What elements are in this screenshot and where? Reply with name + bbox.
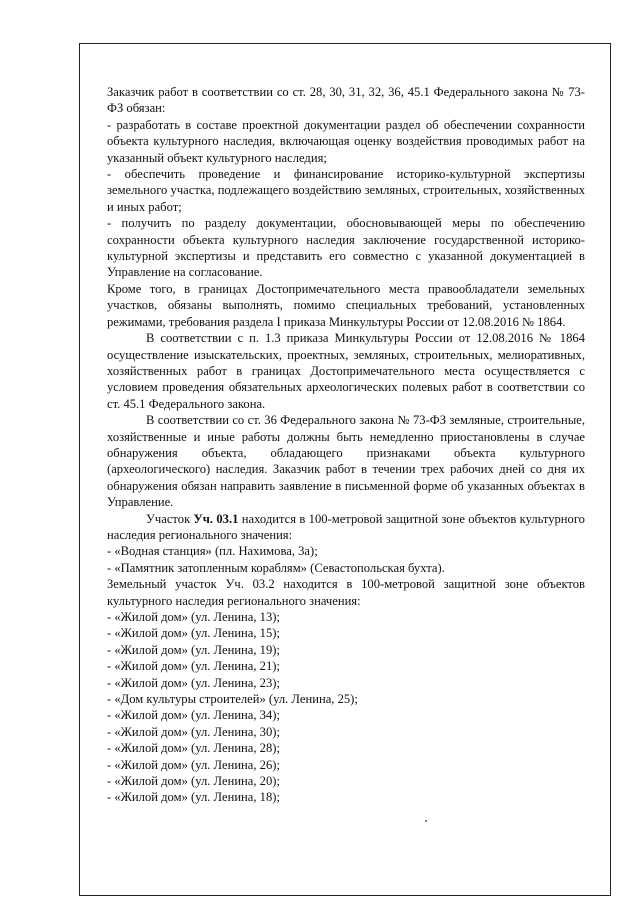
heritage-list-plot-03-2: [107, 609, 585, 806]
list-item: - «Жилой дом» (ул. Ленина, 19);: [107, 642, 280, 657]
list-item: - «Жилой дом» (ул. Ленина, 28);: [107, 741, 280, 756]
paragraph-intro: Заказчик работ в соответствии со ст. 28, 30, 31, 32, 36, 45.1 Федерального закона № 73-ФЗ обязан:: [107, 85, 585, 116]
plot-03-1-text-end: находится в 100-метровой защитной зоне объектов культурного наследия регионального значения:: [107, 511, 585, 542]
list-item: - «Жилой дом» (ул. Ленина, 18);: [107, 790, 280, 805]
plot-03-1-code: Уч. 03.1: [193, 511, 239, 526]
paragraph-landmark-owners: Кроме того, в границах Достопримечательного места правообладатели земельных участков, обязаны выполнять, помимо специальных требований, установленных режимами, требования раздела I приказа Минкультуры России от 12.08.2016 № 1864.: [107, 281, 585, 329]
list-item: - «Жилой дом» (ул. Ленина, 26);: [107, 757, 280, 772]
list-item: - «Жилой дом» (ул. Ленина, 13);: [107, 610, 280, 624]
list-item: - «Жилой дом» (ул. Ленина, 23);: [107, 675, 280, 690]
paragraph-requirement-3: - получить по разделу документации, обосновывающей меры по обеспечению сохранности объекта культурного наследия заключение государственной историко-культурной экспертизы и представить его совместно с указанной документацией в Управление на согласование.: [107, 216, 585, 280]
list-item: - «Дом культуры строителей» (ул. Ленина, 25);: [107, 692, 358, 707]
list-item: - «Водная станция» (пл. Нахимова, 3а);: [107, 544, 318, 559]
document-body: [107, 84, 585, 806]
list-item: - «Жилой дом» (ул. Ленина, 30);: [107, 724, 280, 739]
paragraph-order-1864: В соответствии с п. 1.3 приказа Минкультуры России от 12.08.2016 № 1864 осуществление изыскательских, проектных, земляных, строительных, мелиоративных, хозяйственных работ в границах Достопримечательного места осуществляется с условием проведения обязательных археологических полевых работ в соответствии со ст. 45.1 Федерального закона.: [107, 331, 585, 411]
plot-03-1-text-start: Участок: [146, 511, 194, 526]
list-item: - «Жилой дом» (ул. Ленина, 15);: [107, 626, 280, 641]
paragraph-requirement-1: - разработать в составе проектной документации раздел об обеспечении сохранности объекта культурного наследия, включающая оценку воздействия проводимых работ на указанный объект культурного наследия;: [107, 117, 585, 165]
paragraph-requirement-2: - обеспечить проведение и финансирование историко-культурной экспертизы земельного участка, подлежащего воздействию земляных, строительных, хозяйственных и иных работ;: [107, 167, 585, 214]
list-item: - «Жилой дом» (ул. Ленина, 20);: [107, 774, 280, 789]
paragraph-plot-03-1: [107, 511, 585, 544]
list-item: - «Жилой дом» (ул. Ленина, 21);: [107, 659, 280, 674]
list-item: - «Жилой дом» (ул. Ленина, 34);: [107, 708, 280, 723]
list-item: - «Памятник затопленным кораблям» (Севастопольская бухта).: [107, 560, 445, 575]
paragraph-plot-03-2: Земельный участок Уч. 03.2 находится в 100-метровой защитной зоне объектов культурного наследия регионального значения:: [107, 577, 585, 608]
heritage-list-plot-03-1: [107, 543, 585, 576]
paragraph-article-36: В соответствии со ст. 36 Федерального закона № 73-ФЗ земляные, строительные, хозяйственные и иные работы должны быть немедленно приостановлены в случае обнаружения объекта, обладающего признаками объекта культурного (археологического) наследия. Заказчик работ в течении трех рабочих дней со дня их обнаружения обязан направить заявление в письменной форме об указанных объектах в Управление.: [107, 413, 585, 510]
scan-speck: [425, 820, 427, 822]
